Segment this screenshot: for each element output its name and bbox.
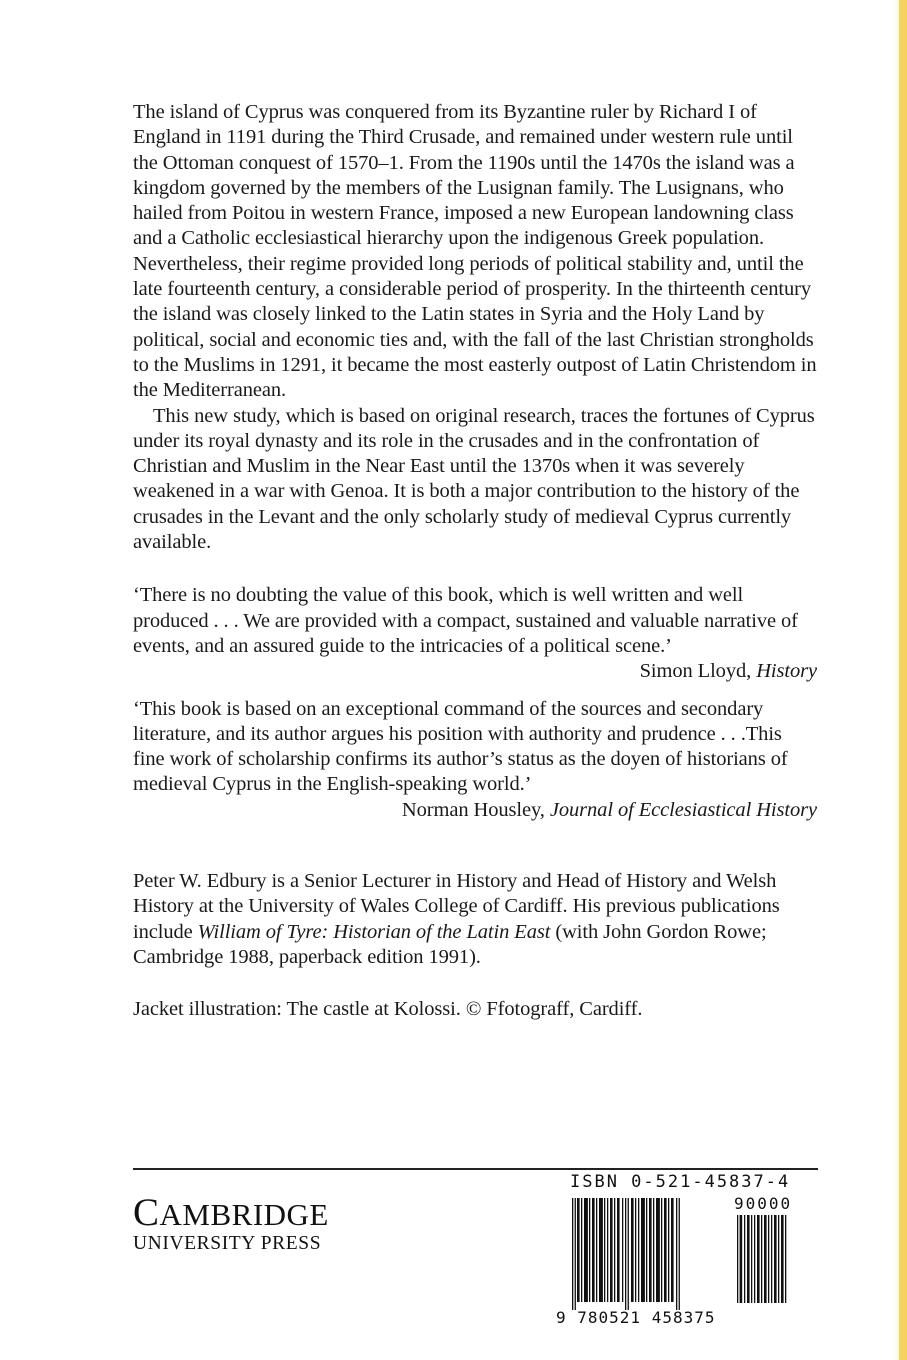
bio-text-end: (with John Gordon Rowe; Cambridge 1988, paperback edition 1991). [133,920,767,968]
publisher-logo [133,1191,329,1256]
review-quote: ‘There is no doubting the value of this book, which is well written and well produced . . . We are provided with a compact, sustained and valuable narrative of events, and an assured guide to the intricacies of a political scene.’ [133,584,798,657]
blurb-paragraph-2: This new study, which is based on original research, traces the fortunes of Cyprus under its royal dynasty and its role in the crusades and in the confrontation of Christian and Muslim in the Near East until the 1370s when it was severely weakened in a war with Genoa. It is both a major contribution to the history of the crusades in the Levant and the only scholarly study of medieval Cyprus currently available. [133,404,815,554]
review-quote: ‘This book is based on an exceptional command of the sources and secondary literature, and its author argues his position with authority and prudence . . .This fine work of scholarship confirms its author’s status as the doyen of historians of medieval Cyprus in the English-speaking world.’ [133,697,788,796]
review-source: History [756,660,817,683]
review-attribution [133,798,817,823]
publisher-name-rest: AMBRIDGE [159,1197,329,1232]
ean-number: 9 780521 458375 [556,1308,716,1327]
divider-rule [133,1168,818,1170]
addon-barcode-icon [737,1215,787,1303]
price-addon-number: 90000 [734,1194,793,1213]
publisher-name [133,1191,329,1234]
review-2 [133,697,817,823]
ean-barcode-icon [572,1198,682,1310]
bio-book-title: William of Tyre: Historian of the Latin East [197,920,551,943]
back-cover-text [133,100,817,1023]
barcode [556,1172,818,1332]
author-bio [133,869,817,970]
review-source: Journal of Ecclesiastical History [549,798,817,821]
spine-stripe [899,0,907,1360]
reviewer-name: Simon Lloyd, [639,660,757,683]
jacket-credit: Jacket illustration: The castle at Kolossi. © Ffotograff, Cardiff. [133,998,643,1021]
isbn-label: ISBN 0-521-45837-4 [570,1172,791,1192]
blurb-paragraph-1: The island of Cyprus was conquered from its Byzantine ruler by Richard I of England in 1191 during the Third Crusade, and remained under western rule until the Ottoman conquest of 1570–1. From the 1190s until the 1470s the island was a kingdom governed by the members of the Lusignan family. The Lusignans, who hailed from Poitou in western France, imposed a new European landowning class and a Catholic ecclesiastical hierarchy upon the indigenous Greek population. Nevertheless, their regime provided long periods of political stability and, until the late fourteenth century, a considerable period of prosperity. In the thirteenth century the island was closely linked to the Latin states in Syria and the Holy Land by political, social and economic ties and, with the fall of the last Christian strongholds to the Muslims in 1291, it became the most easterly outpost of Latin Christendom in the Mediterranean. [133,101,817,402]
publisher-initial: C [133,1191,160,1234]
bio-text: Peter W. Edbury is a Senior Lecturer in History and Head of History and Welsh History at the University of Wales College of Cardiff. His previous publications include [133,870,780,943]
review-attribution [133,659,817,684]
reviewer-name: Norman Housley, [401,798,550,821]
publisher-subtitle: UNIVERSITY PRESS [133,1233,322,1254]
review-1 [133,583,817,684]
book-blurb [133,100,817,555]
